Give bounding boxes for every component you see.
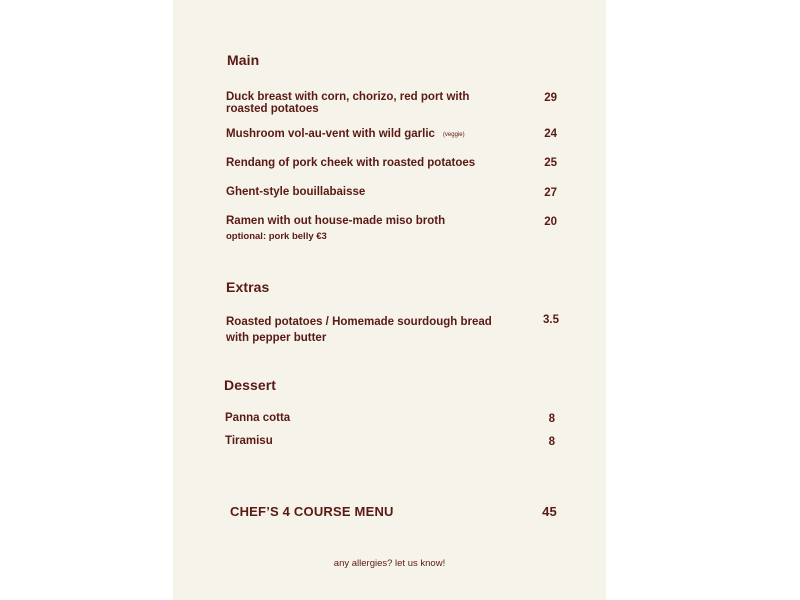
menu-item-name: Mushroom vol-au-vent with wild garlic [226,128,435,140]
menu-item-name-line2: roasted potatoes [226,103,319,115]
menu-item-mushroom [226,128,465,141]
section-title-dessert: Dessert [224,377,277,393]
veggie-tag: (veggie) [442,132,465,138]
menu-item-price: 3.5 [543,314,559,326]
menu-item-name-line1: Duck breast with corn, chorizo, red port with [226,91,470,103]
menu-item-name-line1: Roasted potatoes / Homemade sourdough bread [226,316,492,328]
menu-page [173,0,606,600]
section-title-main: Main [227,52,260,68]
menu-item-price: 24 [544,128,557,140]
menu-item-bouillabaisse: Ghent-style bouillabaisse [226,186,366,198]
menu-item-ramen: Ramen with out house-made miso broth [226,215,446,227]
menu-item-panna-cotta: Panna cotta [225,412,291,424]
menu-item-price: 20 [544,216,557,228]
menu-item-rendang: Rendang of pork cheek with roasted potatoes [226,157,476,169]
menu-item-price: 25 [544,157,557,169]
menu-item-price: 29 [544,92,557,104]
menu-item-price: 8 [548,413,555,425]
section-title-extras: Extras [226,279,270,295]
menu-item-extras [226,314,492,346]
chef-menu-price: 45 [542,504,557,519]
menu-item-price: 27 [544,187,557,199]
menu-item-note: optional: pork belly €3 [226,231,327,242]
menu-item-duck [226,91,469,115]
menu-item-name-line2: with pepper butter [226,332,327,344]
chef-menu-label: CHEF’S 4 COURSE MENU [230,504,394,519]
allergy-note: any allergies? let us know! [333,558,446,569]
menu-item-tiramisu: Tiramisu [225,435,273,447]
menu-item-price: 8 [548,436,555,448]
